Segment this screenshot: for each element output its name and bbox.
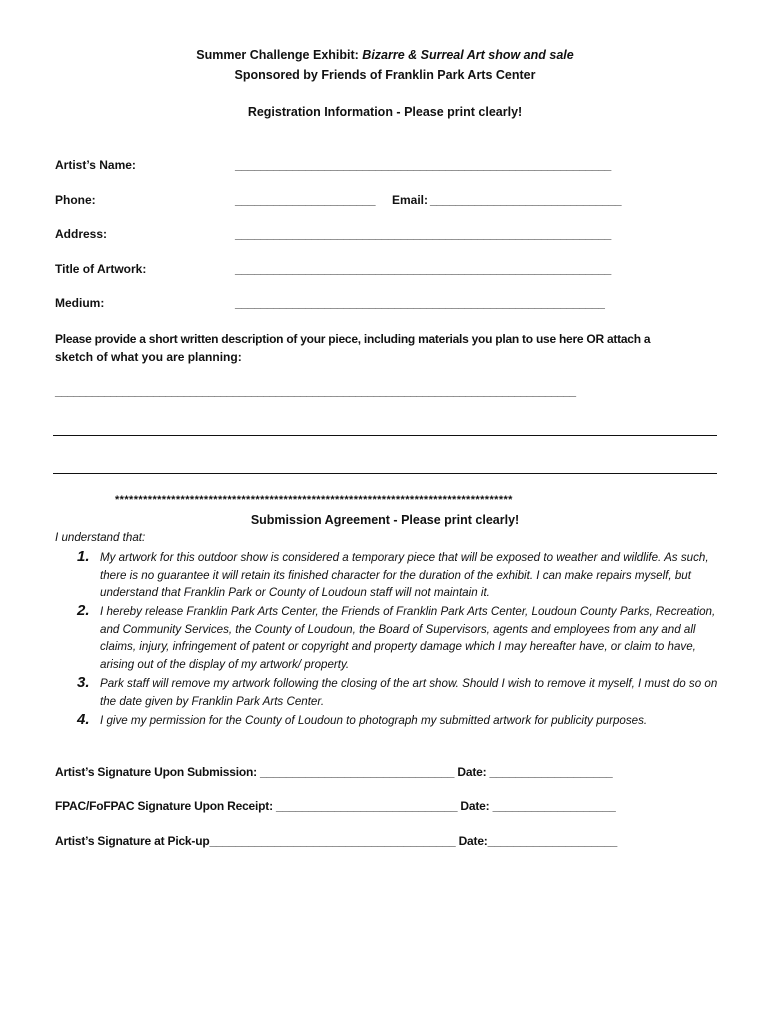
star-divider: *************************************************************************************: [115, 494, 513, 506]
address-label: Address:: [55, 227, 108, 241]
description-line-2[interactable]: [53, 435, 717, 436]
agreement-item-text: Park staff will remove my artwork following the closing of the art show. Should I wish to remove it myself, I must do so on the date given by Franklin Park Arts Center.: [100, 677, 718, 708]
sponsor-line: Sponsored by Friends of Franklin Park Arts Center: [234, 68, 536, 82]
artist-submission-signature-line[interactable]: Artist’s Signature Upon Submission: ______________________________ Date: ___________________: [55, 765, 613, 779]
agreement-item-number: 2.: [77, 602, 90, 619]
agreement-item-number: 3.: [77, 674, 90, 691]
artist-pickup-signature-line[interactable]: Artist’s Signature at Pick-up______________________________________ Date:____________________: [55, 834, 618, 848]
description-line-3[interactable]: [53, 473, 717, 474]
agreement-intro: I understand that:: [55, 531, 146, 544]
agreement-item-text: My artwork for this outdoor show is considered a temporary piece that will be exposed to weather and wildlife. As such, there is no guarantee it will retain its finished character for the duration of the exhibit. I can make repairs myself, but understand that Franklin Park or County of Loudoun staff will not maintain it.: [100, 551, 709, 600]
fpac-receipt-signature-line[interactable]: FPAC/FoFPAC Signature Upon Receipt: ____________________________ Date: ___________________: [55, 799, 616, 813]
artwork-title-label: Title of Artwork:: [55, 262, 147, 276]
artwork-title-field[interactable]: ___________________________________________________________: [235, 262, 612, 276]
registration-heading: Registration Information - Please print clearly!: [247, 105, 523, 119]
form-title: [0, 48, 770, 62]
agreement-heading: Submission Agreement - Please print clearly!: [250, 513, 520, 527]
form-title-prefix: Summer Challenge Exhibit:: [196, 48, 359, 62]
agreement-item-text: I give my permission for the County of Loudoun to photograph my submitted artwork for publicity purposes.: [100, 714, 648, 727]
medium-label: Medium:: [55, 296, 105, 310]
agreement-item-text: I hereby release Franklin Park Arts Center, the Friends of Franklin Park Arts Center, Loudoun County Parks, Recreation, and Community Services, the County of Loudoun, the Board of Supervisors, agents and employees from any and all claims, injury, infringement of patent or copyright and property damage which I may hereafter have, or claim to have, arising out of the display of my artwork/ property.: [100, 605, 716, 672]
form-title-show-name: Bizarre & Surreal Art show and sale: [362, 48, 574, 62]
phone-field[interactable]: ______________________: [235, 193, 376, 207]
artist-name-label: Artist’s Name:: [55, 158, 136, 172]
medium-field[interactable]: __________________________________________________________: [235, 296, 605, 310]
email-label: Email:: [392, 193, 429, 207]
address-field[interactable]: ___________________________________________________________: [235, 227, 612, 241]
agreement-item-number: 4.: [77, 711, 90, 728]
description-prompt-line-2: sketch of what you are planning:: [55, 350, 242, 364]
agreement-item-number: 1.: [77, 548, 90, 565]
artist-name-field[interactable]: ___________________________________________________________: [235, 158, 612, 172]
description-field[interactable]: _____________________________________________________________________________________: [55, 384, 576, 398]
phone-label: Phone:: [55, 193, 96, 207]
email-field[interactable]: ______________________________: [430, 193, 622, 207]
description-prompt-line-1: Please provide a short written description of your piece, including materials you plan to use here OR attach a: [55, 332, 651, 346]
